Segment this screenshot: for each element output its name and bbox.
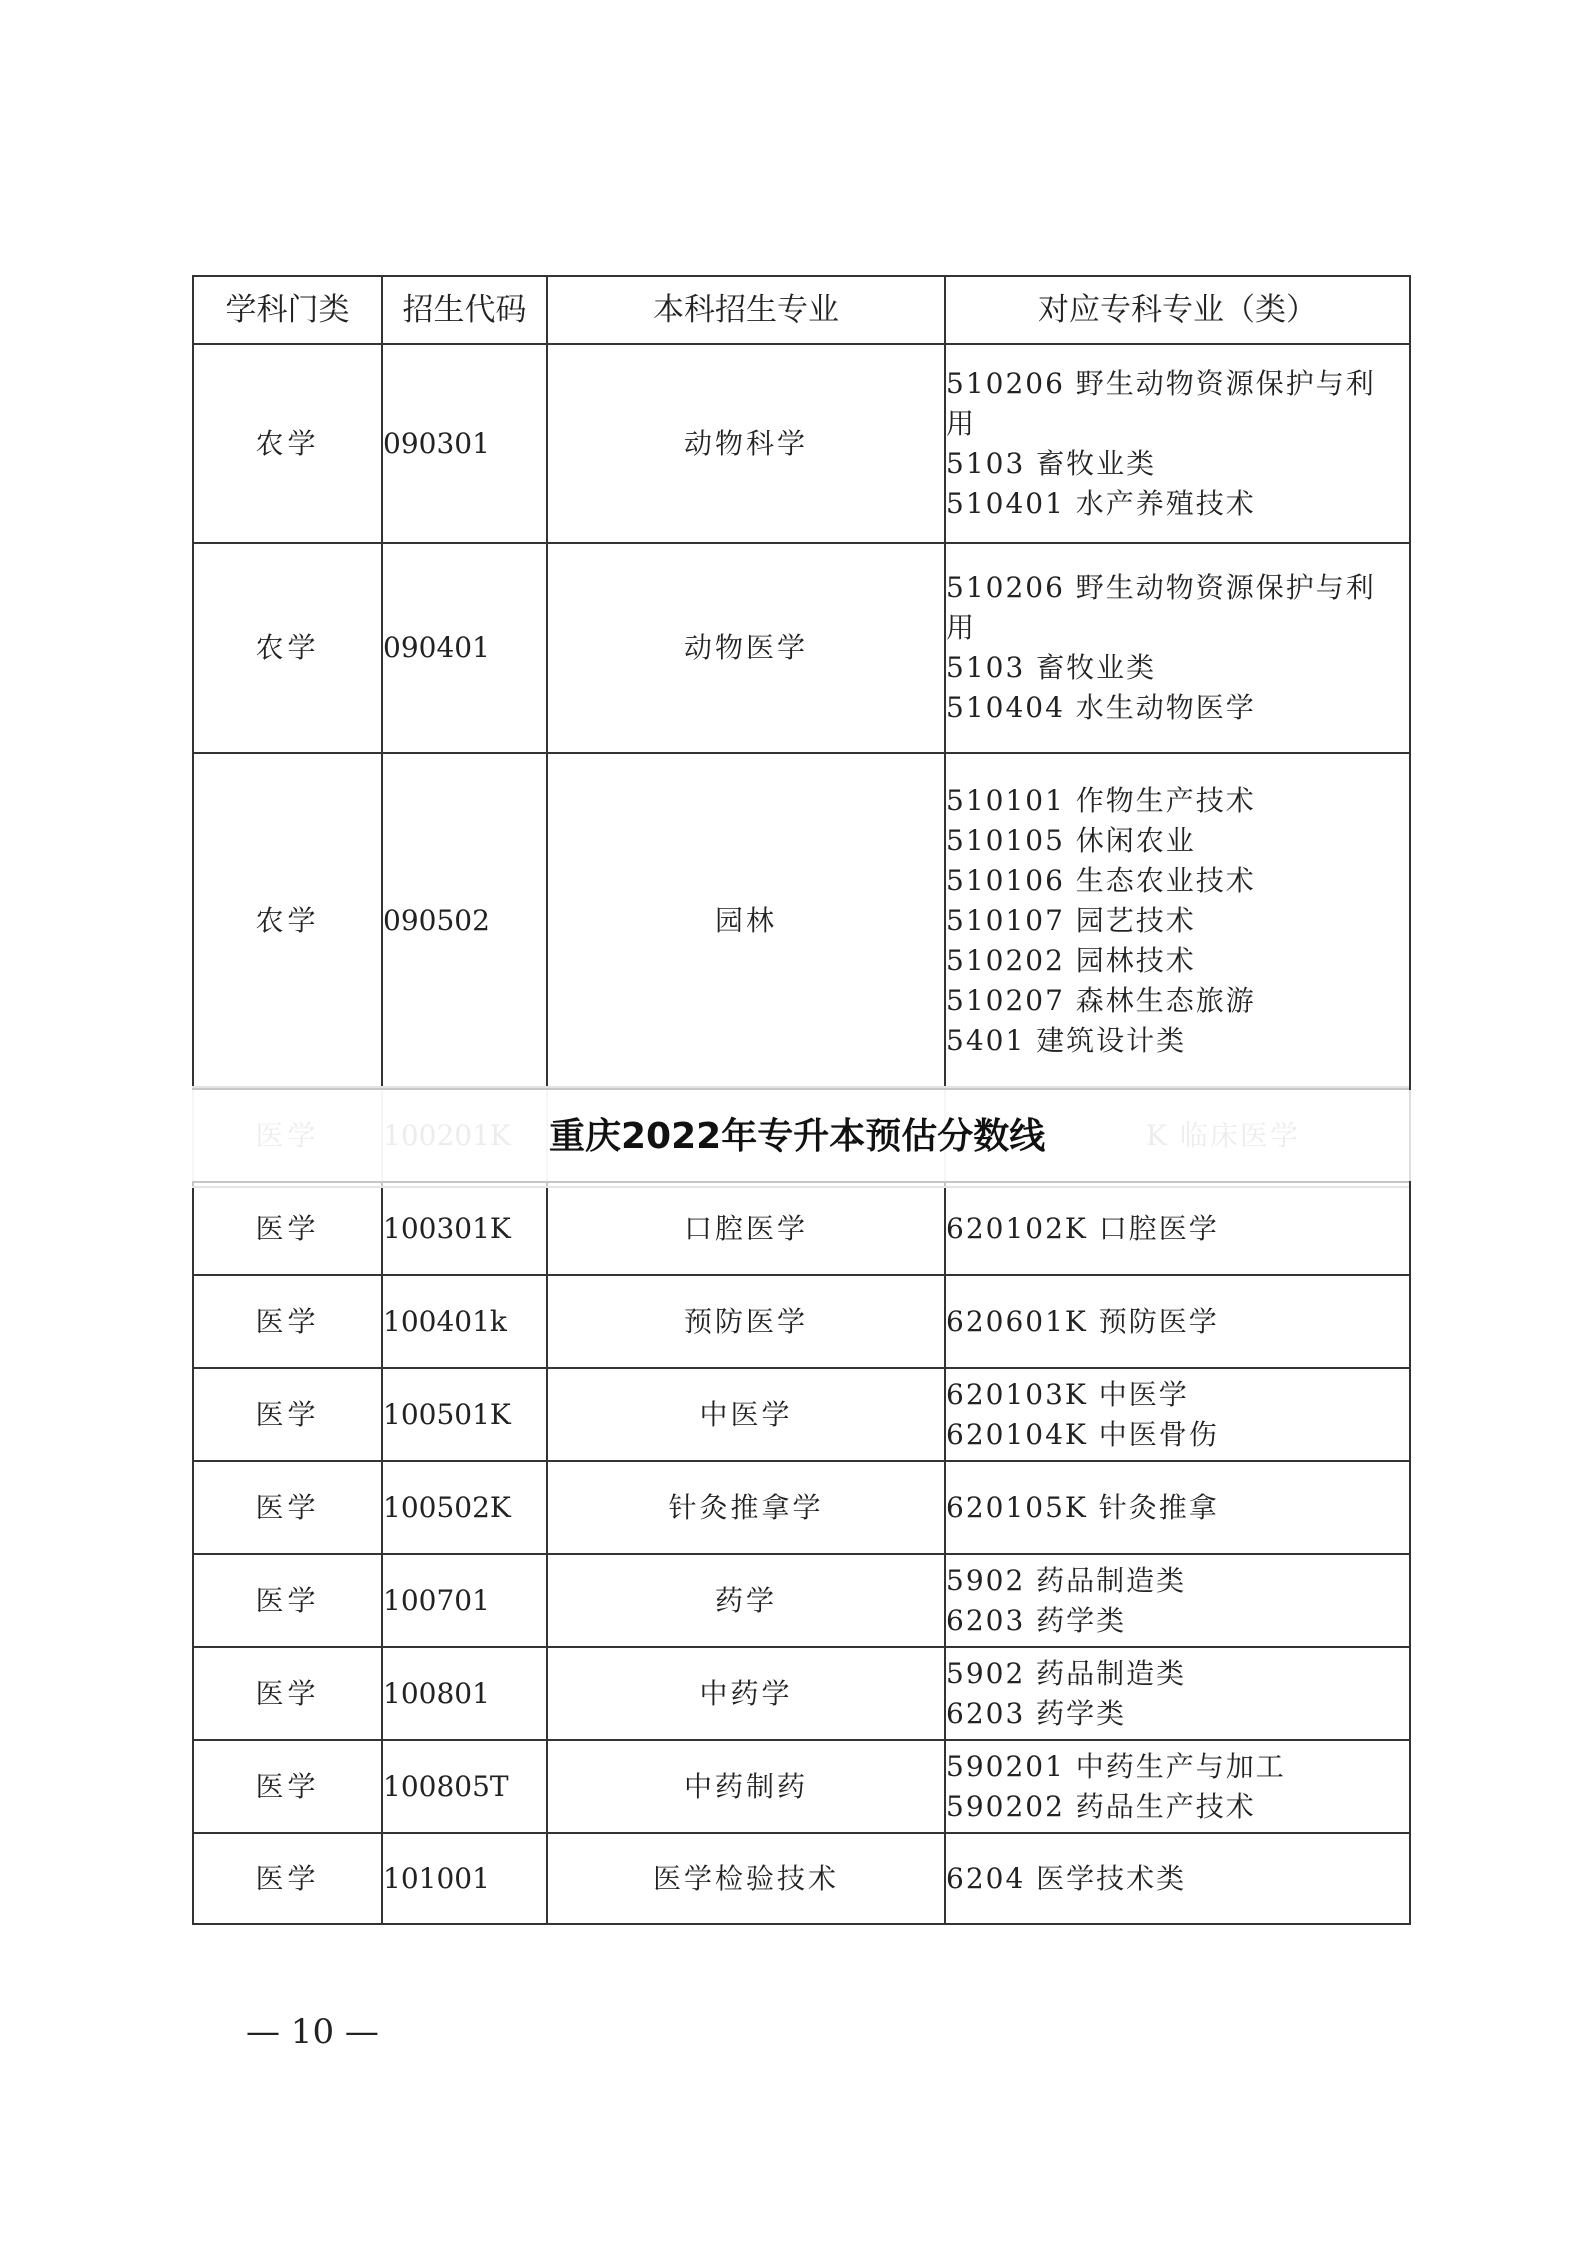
row-code: 101001 bbox=[382, 1833, 547, 1924]
row-major: 动物医学 bbox=[547, 543, 945, 753]
header-matching-majors: 对应专科专业（类） bbox=[945, 276, 1410, 344]
table-row bbox=[193, 1833, 1410, 1924]
table-row bbox=[193, 543, 1410, 753]
table-row bbox=[193, 1554, 1410, 1647]
row-major: 口腔医学 bbox=[547, 1182, 945, 1275]
matching-major-line: 510105 休闲农业 bbox=[946, 824, 1196, 857]
table-row bbox=[193, 344, 1410, 543]
matching-major-line: 510107 园艺技术 bbox=[946, 904, 1196, 937]
row-category: 医学 bbox=[193, 1740, 382, 1833]
row-major: 园林 bbox=[547, 753, 945, 1089]
row-category: 医学 bbox=[193, 1554, 382, 1647]
matching-major-line: 620102K 口腔医学 bbox=[946, 1211, 1219, 1245]
matching-major-line: 510404 水生动物医学 bbox=[946, 691, 1256, 724]
row-category: 医学 bbox=[193, 1368, 382, 1461]
row-category: 医学 bbox=[193, 1275, 382, 1368]
matching-major-line: 用 bbox=[946, 406, 977, 440]
matching-major-line: 510206 野生动物资源保护与利 bbox=[946, 571, 1376, 604]
page-number: — 10 — bbox=[246, 2012, 379, 2052]
row-major: 中医学 bbox=[547, 1368, 945, 1461]
row-category: 农学 bbox=[193, 543, 382, 753]
table-row bbox=[193, 1275, 1410, 1368]
row-code: 100805T bbox=[382, 1740, 547, 1833]
header-major: 本科招生专业 bbox=[547, 276, 945, 344]
row-major: 中药制药 bbox=[547, 1740, 945, 1833]
row-code: 090301 bbox=[382, 344, 547, 543]
row-major: 针灸推拿学 bbox=[547, 1461, 945, 1554]
row-code: 100301K bbox=[382, 1182, 547, 1275]
row-category: 农学 bbox=[193, 344, 382, 543]
table-row bbox=[193, 1368, 1410, 1461]
matching-major-line: 620601K 预防医学 bbox=[946, 1304, 1219, 1338]
matching-major-line: 510206 野生动物资源保护与利 bbox=[946, 366, 1376, 400]
row-category: 医学 bbox=[193, 1647, 382, 1740]
row-matching-majors bbox=[945, 1647, 1410, 1740]
matching-major-line: 5401 建筑设计类 bbox=[946, 1024, 1187, 1057]
matching-major-line: 620103K 中医学 bbox=[946, 1377, 1189, 1411]
table-row bbox=[193, 1740, 1410, 1833]
row-matching-majors bbox=[945, 1833, 1410, 1924]
matching-major-line: 6203 药学类 bbox=[946, 1603, 1127, 1637]
table-row bbox=[193, 1182, 1410, 1275]
row-matching-majors bbox=[945, 344, 1410, 543]
header-code: 招生代码 bbox=[382, 276, 547, 344]
row-code: 090502 bbox=[382, 753, 547, 1089]
row-code: 100401k bbox=[382, 1275, 547, 1368]
row-major: 预防医学 bbox=[547, 1275, 945, 1368]
row-matching-majors bbox=[945, 1740, 1410, 1833]
row-code: 100701 bbox=[382, 1554, 547, 1647]
row-matching-majors bbox=[945, 1461, 1410, 1554]
matching-major-line: 6203 药学类 bbox=[946, 1696, 1127, 1730]
row-matching-majors bbox=[945, 1182, 1410, 1275]
row-matching-majors bbox=[945, 543, 1410, 753]
row-code: 100501K bbox=[382, 1368, 547, 1461]
matching-major-line: 620104K 中医骨伤 bbox=[946, 1417, 1219, 1451]
matching-major-line: 590202 药品生产技术 bbox=[946, 1789, 1256, 1823]
row-major: 动物科学 bbox=[547, 344, 945, 543]
matching-major-line: 510202 园林技术 bbox=[946, 944, 1196, 977]
table-row bbox=[193, 753, 1410, 1089]
matching-major-line: 用 bbox=[946, 611, 977, 644]
header-category: 学科门类 bbox=[193, 276, 382, 344]
row-category: 医学 bbox=[193, 1833, 382, 1924]
matching-major-line: 510101 作物生产技术 bbox=[946, 784, 1256, 817]
row-matching-majors bbox=[945, 1368, 1410, 1461]
row-category: 医学 bbox=[193, 1461, 382, 1554]
row-matching-majors bbox=[945, 1275, 1410, 1368]
matching-major-line: 6204 医学技术类 bbox=[946, 1861, 1187, 1895]
matching-major-line: 510207 森林生态旅游 bbox=[946, 984, 1256, 1017]
matching-major-line: 510401 水产养殖技术 bbox=[946, 486, 1256, 520]
matching-major-line: 620105K 针灸推拿 bbox=[946, 1490, 1219, 1524]
matching-major-line: 5902 药品制造类 bbox=[946, 1563, 1187, 1597]
banner-title: 重庆2022年专升本预估分数线 bbox=[549, 1116, 1046, 1157]
table-header-row bbox=[193, 276, 1410, 344]
row-category: 农学 bbox=[193, 753, 382, 1089]
row-matching-majors bbox=[945, 1554, 1410, 1647]
row-code: 090401 bbox=[382, 543, 547, 753]
row-code: 100801 bbox=[382, 1647, 547, 1740]
row-matching-majors bbox=[945, 753, 1410, 1089]
row-major: 医学检验技术 bbox=[547, 1833, 945, 1924]
matching-major-line: 510106 生态农业技术 bbox=[946, 864, 1256, 897]
row-code: 100502K bbox=[382, 1461, 547, 1554]
matching-major-line: 590201 中药生产与加工 bbox=[946, 1749, 1286, 1783]
row-major: 药学 bbox=[547, 1554, 945, 1647]
matching-major-line: 5103 畜牧业类 bbox=[946, 446, 1157, 480]
row-major: 中药学 bbox=[547, 1647, 945, 1740]
table-row bbox=[193, 1461, 1410, 1554]
table-row bbox=[193, 1647, 1410, 1740]
row-category: 医学 bbox=[193, 1182, 382, 1275]
matching-major-line: 5103 畜牧业类 bbox=[946, 651, 1157, 684]
matching-major-line: 5902 药品制造类 bbox=[946, 1656, 1187, 1690]
